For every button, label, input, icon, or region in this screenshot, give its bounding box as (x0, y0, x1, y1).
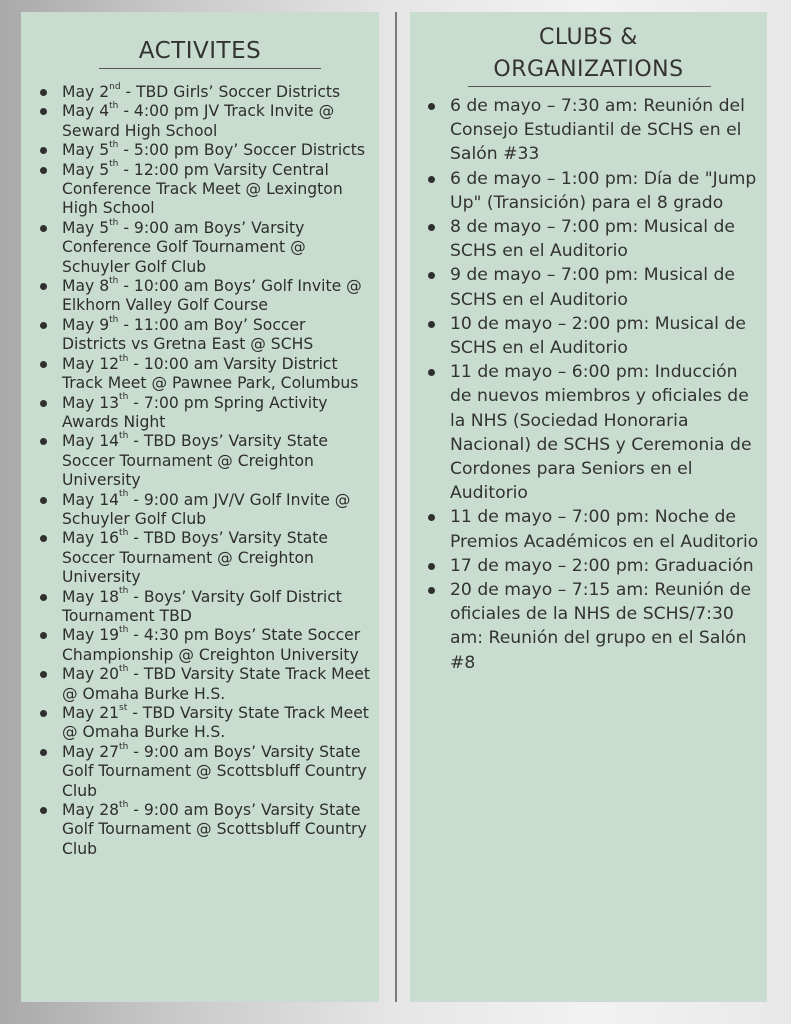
club-item (410, 312, 767, 360)
activity-item (21, 102, 379, 141)
activity-description: - 10:00 am Varsity District Track Meet @ Pawnee Park, Columbus (62, 354, 359, 393)
bullet-icon (428, 176, 435, 183)
activity-date-suffix: th (119, 586, 129, 597)
clubs-panel (410, 12, 767, 1002)
bullet-icon (40, 710, 47, 717)
bullet-icon (40, 108, 47, 115)
club-item-text: 11 de mayo – 7:00 pm: Noche de Premios Académicos en el Auditorio (450, 507, 759, 552)
activity-date-suffix: th (109, 217, 119, 228)
activity-date: May 14 (62, 490, 120, 509)
bullet-icon (428, 224, 435, 231)
activity-description: - 4:00 pm JV Track Invite @ Seward High School (62, 102, 335, 140)
activity-date-suffix: st (119, 702, 128, 713)
activity-date: May 20 (62, 665, 120, 684)
club-item-text: 10 de mayo – 2:00 pm: Musical de SCHS en el Auditorio (450, 313, 746, 359)
club-item (410, 505, 767, 553)
activity-description: - TBD Boys’ Varsity State Soccer Tournament @ Creighton University (62, 529, 328, 587)
activity-item (21, 355, 379, 394)
activity-date: May 13 (62, 393, 120, 412)
bullet-icon (428, 321, 435, 328)
activity-item (21, 83, 379, 102)
activity-item (21, 394, 379, 433)
activity-date: May 4 (62, 102, 110, 121)
activity-date-suffix: th (119, 431, 129, 442)
activity-item (21, 219, 379, 277)
activity-item (21, 491, 379, 530)
activity-description: - 10:00 am Boys’ Golf Invite @ Elkhorn Valley Golf Course (62, 277, 362, 315)
activity-date-suffix: th (109, 101, 119, 112)
bullet-icon (40, 89, 47, 96)
clubs-heading-underline (468, 86, 711, 87)
activity-date: May 5 (62, 218, 110, 237)
bullet-icon (428, 587, 435, 594)
activity-date-suffix: th (119, 664, 129, 674)
activity-item (21, 665, 379, 704)
activity-description: - 11:00 am Boy’ Soccer Districts vs Gretna East @ SCHS (62, 315, 314, 354)
column-divider (395, 12, 397, 1002)
club-item-text: 17 de mayo – 2:00 pm: Graduación (450, 555, 754, 576)
activity-description: - 9:00 am Boys’ Varsity State Golf Tournament @ Scottsbluff Country Club (62, 742, 367, 800)
activity-item (21, 432, 379, 490)
activity-item (21, 316, 379, 355)
activity-date: May 18 (62, 587, 120, 606)
bullet-icon (40, 594, 47, 601)
activity-date-suffix: th (119, 799, 129, 810)
activities-panel (21, 12, 379, 1002)
activity-date-suffix: th (119, 392, 129, 403)
activity-date: May 19 (62, 626, 120, 645)
activities-list (21, 83, 379, 859)
activity-date: May 5 (62, 160, 110, 179)
activities-heading-underline (99, 68, 321, 69)
activity-item (21, 801, 379, 859)
activity-date: May 27 (62, 742, 120, 761)
bullet-icon (428, 272, 435, 279)
activity-description: - 12:00 pm Varsity Central Conference Track Meet @ Lexington High School (62, 160, 343, 218)
clubs-heading (410, 22, 767, 86)
bullet-icon (40, 147, 47, 154)
club-item (410, 215, 767, 263)
activities-heading: ACTIVITES (138, 38, 262, 64)
activity-description: - TBD Varsity State Track Meet @ Omaha Burke H.S. (62, 665, 370, 703)
club-item (410, 263, 767, 311)
club-item (410, 554, 767, 578)
activity-date-suffix: th (119, 625, 129, 636)
bullet-icon (428, 369, 435, 376)
activity-date: May 21 (62, 704, 120, 722)
activity-description: - 7:00 pm Spring Activity Awards Night (62, 393, 328, 431)
activity-description: - 9:00 am JV/V Golf Invite @ Schuyler Golf Club (62, 490, 351, 528)
activity-date: May 5 (62, 141, 110, 160)
activity-description: - 9:00 am Boys’ Varsity Conference Golf Tournament @ Schuyler Golf Club (62, 218, 306, 276)
bullet-icon (428, 103, 435, 110)
activity-date: May 28 (62, 801, 120, 820)
club-item (410, 360, 767, 505)
bullet-icon (40, 400, 47, 407)
club-item-text: 20 de mayo – 7:15 am: Reunión de oficiales de la NHS de SCHS/7:30 am: Reunión del grupo en el Salón #8 (450, 580, 752, 673)
bullet-icon (40, 671, 47, 678)
activity-description: - TBD Boys’ Varsity State Soccer Tournament @ Creighton University (62, 432, 328, 490)
activity-date-suffix: th (119, 489, 129, 500)
activity-date: May 2 (62, 83, 110, 101)
bullet-icon (40, 807, 47, 814)
activity-date-suffix: th (119, 741, 129, 752)
club-item (410, 94, 767, 167)
club-item-text: 9 de mayo – 7:00 pm: Musical de SCHS en el Auditorio (450, 265, 735, 310)
bullet-icon (40, 167, 47, 174)
activity-date: May 14 (62, 432, 120, 451)
bullet-icon (40, 632, 47, 639)
activity-item (21, 743, 379, 801)
activity-item (21, 626, 379, 665)
activity-date: May 8 (62, 277, 110, 296)
activity-item (21, 141, 379, 160)
bullet-icon (428, 514, 435, 521)
club-item-text: 6 de mayo – 7:30 am: Reunión del Consejo Estudiantil de SCHS en el Salón #33 (450, 96, 745, 165)
activity-item (21, 704, 379, 743)
bullet-icon (40, 497, 47, 504)
bullet-icon (40, 225, 47, 232)
club-item-text: 11 de mayo – 6:00 pm: Inducción de nuevos miembros y oficiales de la NHS (Sociedad Honoraria Nacional) de SCHS y Ceremonia de Cordones para Seniors en el Auditorio (450, 362, 752, 504)
club-item-text: 6 de mayo – 1:00 pm: Día de "Jump Up" (Transición) para el 8 grado (450, 168, 757, 213)
activity-item (21, 161, 379, 219)
activity-description: - TBD Varsity State Track Meet @ Omaha Burke H.S. (62, 704, 369, 742)
activity-description: - 9:00 am Boys’ Varsity State Golf Tournament @ Scottsbluff Country Club (62, 801, 367, 858)
bullet-icon (40, 438, 47, 445)
bullet-icon (40, 283, 47, 290)
bullet-icon (40, 749, 47, 756)
activity-date-suffix: nd (109, 81, 121, 92)
activity-item (21, 588, 379, 627)
activity-description: - 4:30 pm Boys’ State Soccer Championship @ Creighton University (62, 626, 361, 664)
activity-date-suffix: th (109, 159, 119, 170)
activity-description: - Boys’ Varsity Golf District Tournament TBD (62, 587, 342, 625)
activity-date-suffix: th (109, 314, 119, 325)
activity-description: - 5:00 pm Boy’ Soccer Districts (118, 141, 365, 160)
clubs-list (410, 94, 767, 675)
activity-date: May 12 (62, 354, 120, 373)
bullet-icon (40, 361, 47, 368)
bullet-icon (428, 563, 435, 570)
club-item-text: 8 de mayo – 7:00 pm: Musical de SCHS en el Auditorio (450, 217, 735, 262)
activity-date: May 16 (62, 529, 120, 548)
club-item (410, 578, 767, 675)
activity-item (21, 529, 379, 587)
activity-date-suffix: th (109, 140, 119, 151)
bullet-icon (40, 535, 47, 542)
activity-date-suffix: th (109, 275, 119, 286)
activity-item (21, 277, 379, 316)
activity-date-suffix: th (119, 528, 129, 539)
clubs-heading-line1: CLUBS & (539, 25, 638, 50)
clubs-heading-line2: ORGANIZATIONS (493, 57, 684, 82)
activity-date: May 9 (62, 315, 110, 334)
club-item (410, 167, 767, 215)
activity-description: - TBD Girls’ Soccer Districts (120, 83, 341, 101)
bullet-icon (40, 322, 47, 329)
activity-date-suffix: th (119, 353, 129, 364)
